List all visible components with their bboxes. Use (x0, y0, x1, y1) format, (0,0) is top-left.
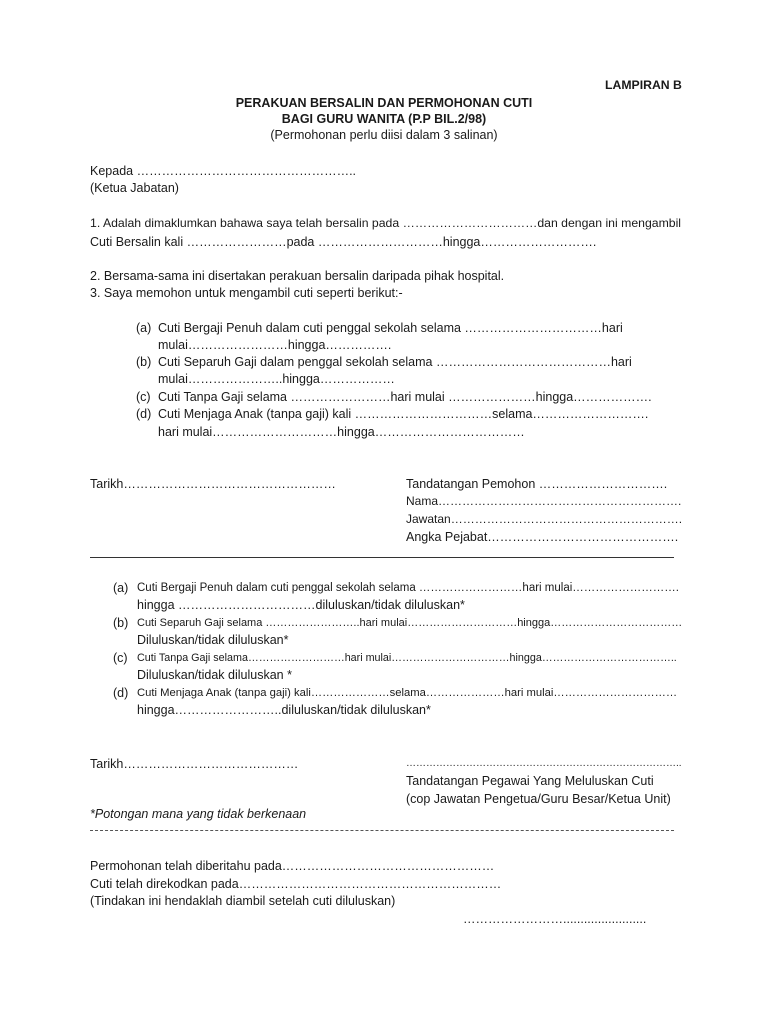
paragraph-1: 1. Adalah dimaklumkan bahawa saya telah bersalin pada ……………………………dan dengan ini mengambil (90, 216, 682, 230)
approver-signature-label: Tandatangan Pegawai Yang Meluluskan Cuti (406, 774, 654, 788)
approval-b-text-2: Diluluskan/tidak diluluskan* (137, 633, 289, 647)
lampiran-label: LAMPIRAN B (605, 78, 682, 92)
ketua-jabatan: (Ketua Jabatan) (90, 181, 179, 195)
option-d-text: Cuti Menjaga Anak (tanpa gaji) kali ……………………………selama………………………. (158, 407, 649, 421)
approval-c-text-2: Diluluskan/tidak diluluskan * (137, 668, 292, 682)
recorded-line: Cuti telah direkodkan pada……………………………………………………… (90, 877, 502, 891)
form-title: PERAKUAN BERSALIN DAN PERMOHONAN CUTI (235, 96, 533, 110)
form-title-2: BAGI GURU WANITA (P.P BIL.2/98) (281, 112, 487, 126)
section-divider (90, 557, 674, 558)
paragraph-3: 3. Saya memohon untuk mengambil cuti seperti berikut:- (90, 286, 403, 300)
paragraph-1-cont: Cuti Bersalin kali ……………………pada …………………………hingga………………………. (90, 235, 597, 249)
applicant-signature: Tandatangan Pemohon …………………………. (406, 477, 668, 491)
approval-c-text: Cuti Tanpa Gaji selama………………………hari mulai……………………………hingga……………………………….. (137, 652, 677, 664)
footer-signature-line: ……………………........................ (463, 912, 647, 926)
applicant-position: Jawatan…………………………………………………. (406, 512, 683, 526)
approval-c-label: (c) (113, 651, 128, 665)
approver-stamp-label: (cop Jawatan Pengetua/Guru Besar/Ketua Unit) (406, 792, 671, 806)
approver-date: Tarikh…………………………………… (90, 757, 299, 771)
strike-note: *Potongan mana yang tidak berkenaan (90, 807, 307, 821)
option-a-label: (a) (136, 321, 152, 335)
paragraph-2: 2. Bersama-sama ini disertakan perakuan bersalin daripada pihak hospital. (90, 269, 505, 283)
approval-d-text: Cuti Menjaga Anak (tanpa gaji) kali…………………selama…………………hari mulai…………………………… (137, 687, 678, 699)
kepada-line: Kepada …………………………………………….. (90, 164, 357, 178)
option-b-text: Cuti Separuh Gaji dalam penggal sekolah selama ……………………………………hari (158, 355, 632, 369)
dashed-divider (90, 830, 674, 831)
option-b-text-2: mulai…………………..hingga……………… (158, 372, 395, 386)
approver-signature-line: ……………………………………………………………………….. (406, 758, 682, 769)
approval-a-text-2: hingga ……………………………diluluskan/tidak diluluskan* (137, 598, 465, 612)
approval-a-label: (a) (113, 581, 129, 595)
applicant-name: Nama……………………………………………………. (406, 494, 682, 508)
option-b-label: (b) (136, 355, 152, 369)
applicant-office-number: Angka Pejabat………………………………………. (406, 530, 679, 544)
action-note: (Tindakan ini hendaklah diambil setelah cuti diluluskan) (90, 894, 396, 908)
approval-d-text-2: hingga……………………..diluluskan/tidak diluluskan* (137, 703, 431, 717)
option-c-label: (c) (136, 390, 151, 404)
approval-d-label: (d) (113, 686, 129, 700)
form-subtitle: (Permohonan perlu diisi dalam 3 salinan) (270, 128, 498, 142)
option-d-text-2: hari mulai…………………………hingga……………………………… (158, 425, 525, 439)
approval-b-label: (b) (113, 616, 129, 630)
approval-a-text: Cuti Bergaji Penuh dalam cuti penggal sekolah selama ………………………hari mulai………………………. (137, 582, 679, 594)
option-a-text: Cuti Bergaji Penuh dalam cuti penggal sekolah selama ……………………………hari (158, 321, 623, 335)
option-a-text-2: mulai……………………hingga……………. (158, 338, 392, 352)
option-d-label: (d) (136, 407, 152, 421)
applicant-date: Tarikh…………………………………………… (90, 477, 336, 491)
option-c-text: Cuti Tanpa Gaji selama ……………………hari mulai …………………hingga………………. (158, 390, 652, 404)
approval-b-text: Cuti Separuh Gaji selama ……………………..hari mulai…………………………hingga……………………………… (137, 617, 683, 629)
notified-line: Permohonan telah diberitahu pada…………………………………………… (90, 859, 495, 873)
